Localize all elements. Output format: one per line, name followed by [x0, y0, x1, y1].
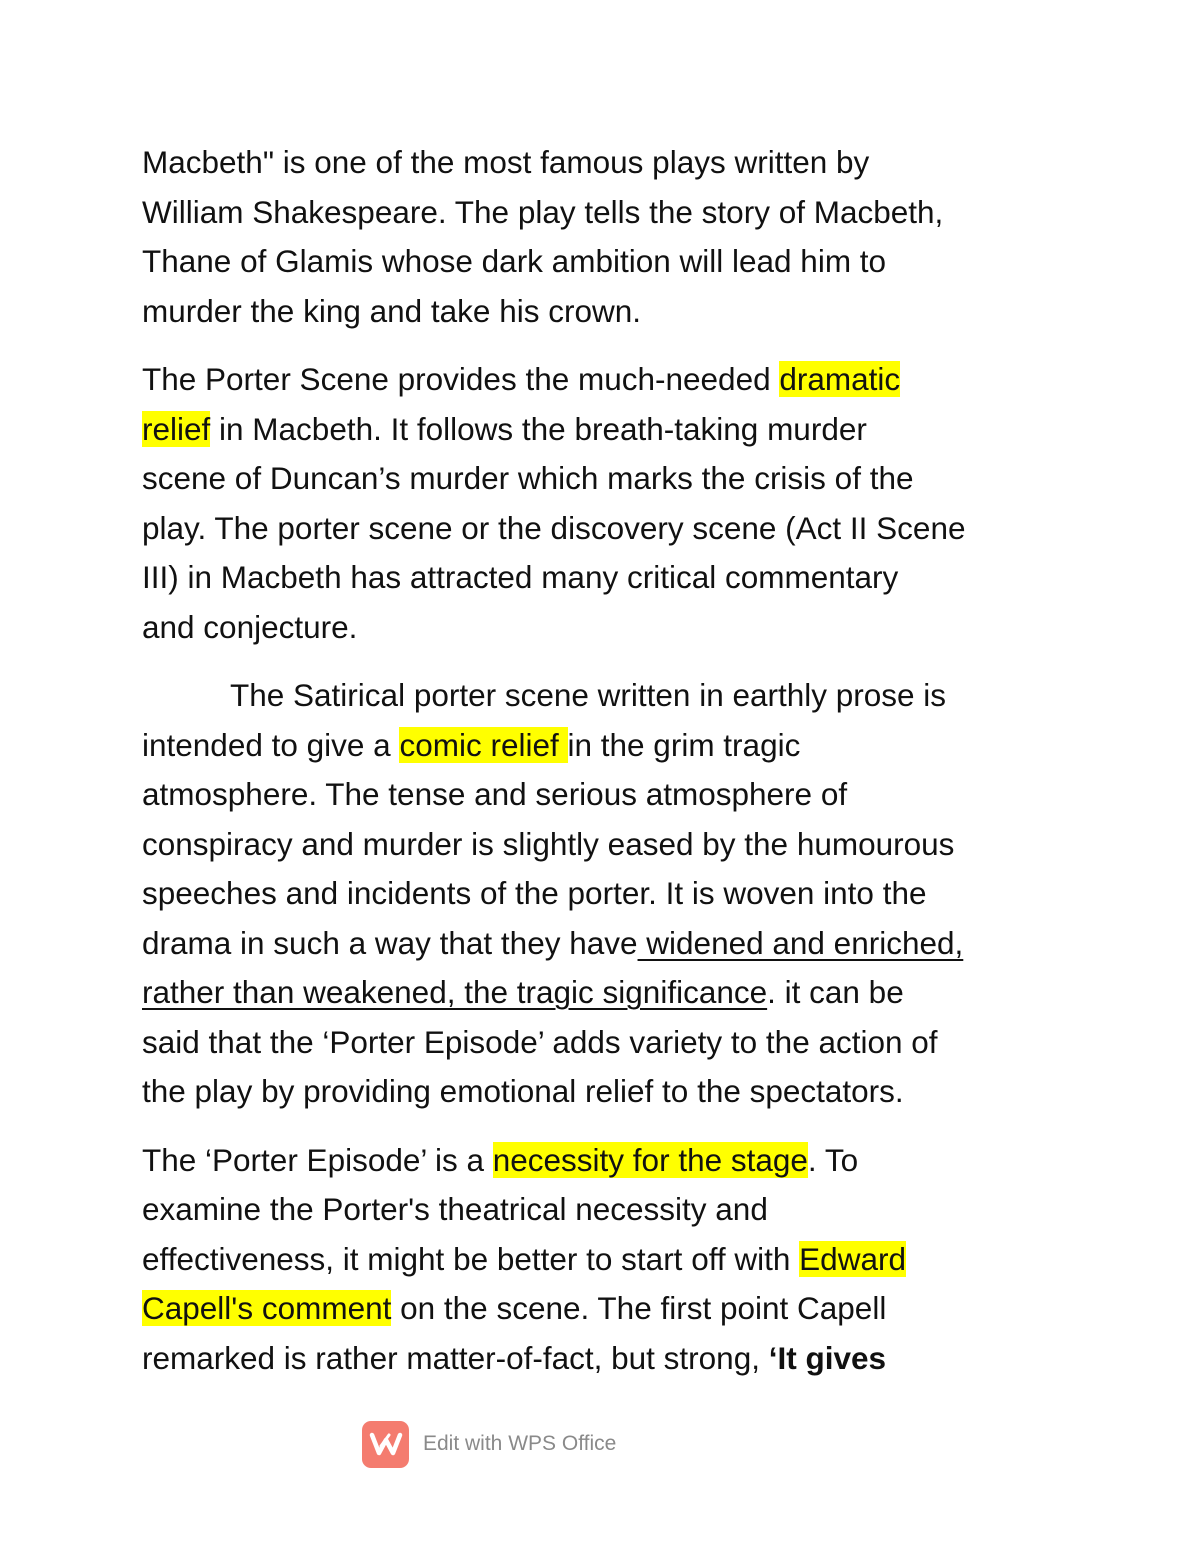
- text-line: [142, 919, 1062, 969]
- text-line: [142, 1235, 1062, 1285]
- text-run: drama in such a way that they have: [142, 924, 638, 961]
- text-run: The Porter Scene provides the much-needed: [142, 361, 780, 397]
- text-line: III) in Macbeth has attracted many critical commentary: [142, 559, 899, 595]
- highlighted-text: dramatic: [779, 361, 901, 397]
- text-line: the play by providing emotional relief to the spectators.: [142, 1073, 904, 1109]
- text-run: . it can be: [767, 974, 904, 1010]
- text-line: [142, 405, 1062, 455]
- text-line: [142, 1334, 1062, 1384]
- highlighted-text: comic relief: [399, 726, 568, 763]
- text-line: conspiracy and murder is slightly eased by the humourous: [142, 825, 955, 862]
- text-line: murder the king and take his crown.: [142, 292, 642, 329]
- text-line: said that the ‘Porter Episode’ adds variety to the action of: [142, 1023, 938, 1060]
- text-line: atmosphere. The tense and serious atmosphere of: [142, 776, 848, 812]
- document-body: [142, 138, 1062, 1402]
- underlined-text: rather than weakened, the tragic significance: [142, 974, 768, 1010]
- text-line: [142, 1136, 1062, 1186]
- paragraph-3: [142, 671, 1062, 1117]
- text-line: [142, 355, 1062, 405]
- text-run: in Macbeth. It follows the breath-taking murder: [210, 410, 867, 447]
- text-line: [142, 968, 1062, 1018]
- text-run: The ‘Porter Episode’ is a: [142, 1141, 493, 1178]
- text-run: in the grim tragic: [567, 726, 801, 763]
- text-line: [142, 1284, 1062, 1334]
- paragraph-1: [142, 138, 1062, 336]
- text-line: play. The porter scene or the discovery scene (Act II Scene: [142, 509, 966, 546]
- highlighted-text: Edward: [799, 1240, 906, 1277]
- wps-logo-icon: [362, 1421, 409, 1468]
- edit-with-wps-badge[interactable]: [362, 1420, 616, 1468]
- text-run: remarked is rather matter-of-fact, but strong,: [142, 1339, 769, 1376]
- highlighted-text: necessity for the stage: [492, 1141, 808, 1178]
- text-line: [142, 671, 1062, 721]
- text-run: on the scene. The first point Capell: [391, 1290, 887, 1326]
- bold-text: ‘It gives: [768, 1339, 887, 1376]
- text-line: William Shakespeare. The play tells the story of Macbeth,: [142, 193, 944, 230]
- paragraph-2: [142, 355, 1062, 652]
- text-run: The Satirical porter scene written in earthly prose is: [230, 677, 947, 713]
- text-line: speeches and incidents of the porter. It is woven into the: [142, 875, 927, 911]
- text-line: [142, 721, 1062, 771]
- text-run: effectiveness, it might be better to start off with: [142, 1240, 800, 1277]
- text-line: scene of Duncan’s murder which marks the crisis of the: [142, 460, 914, 496]
- text-run: . To: [807, 1141, 859, 1178]
- highlighted-text: relief: [142, 410, 211, 447]
- wps-badge-label[interactable]: Edit with WPS Office: [423, 1432, 617, 1455]
- text-line: Thane of Glamis whose dark ambition will lead him to: [142, 243, 887, 279]
- underlined-text: widened and enriched,: [637, 924, 964, 961]
- text-run: intended to give a: [142, 726, 400, 763]
- text-line: and conjecture.: [142, 608, 358, 645]
- text-line: Macbeth" is one of the most famous plays written by: [142, 144, 870, 180]
- highlighted-text: Capell's comment: [142, 1290, 392, 1326]
- paragraph-4: [142, 1136, 1062, 1384]
- text-line: examine the Porter's theatrical necessity and: [142, 1191, 768, 1227]
